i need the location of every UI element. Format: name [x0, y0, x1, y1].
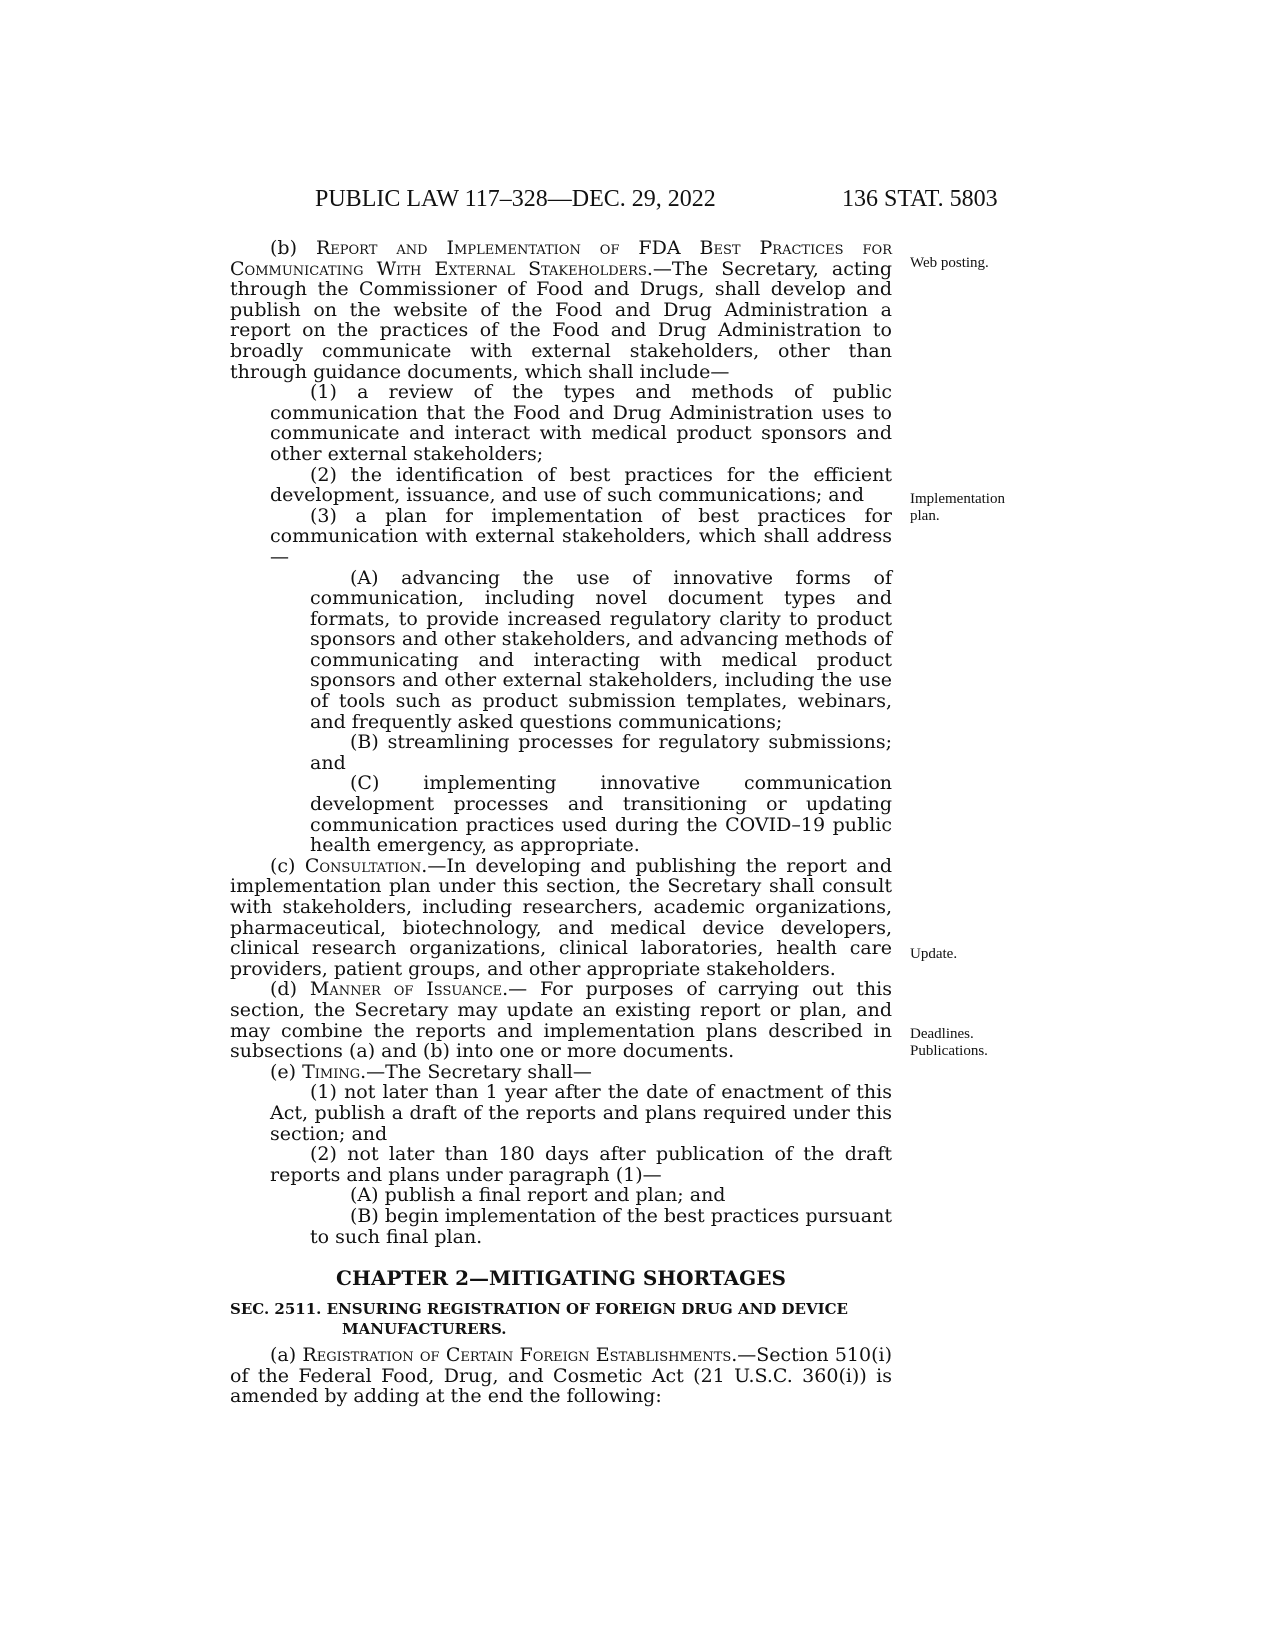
section-d-text: .— For purposes of carrying out this section, the Secretary may update an existing report or plan, and may combine the reports and implementation plans described in subsections (a) and (b) into one or more documents. — [230, 978, 892, 1063]
section-c-text: .—In developing and publishing the report and implementation plan under this section, the Secretary shall consult with stakeholders, including researchers, academic organizations, pharmaceutical, biotechnology, and medical device developers, clinical research organizations, clinical laboratories, health care providers, patient groups, and other appropriate stakeholders. — [230, 854, 893, 980]
section-c-marker: (c) — [270, 854, 296, 877]
margin-note-implementation-plan: Implementation plan. — [910, 491, 1005, 524]
section-e-text: .—The Secretary shall— — [360, 1060, 592, 1083]
section-c-paragraph — [230, 856, 892, 980]
section-d-heading: Manner of Issuance — [309, 978, 503, 1001]
section-b-item-b: (B) streamlining processes for regulatory submissions; and — [310, 731, 892, 774]
section-2511-title: SEC. 2511. ENSURING REGISTRATION OF FOREIGN DRUG AND DEVICE MANUFACTURERS. — [230, 1300, 848, 1339]
section-e-paragraph — [230, 1062, 892, 1083]
section-e-item-1: (1) not later than 1 year after the date of enactment of this Act, publish a draft of the reports and plans required under this section; and — [270, 1081, 892, 1145]
section-e-item-2: (2) not later than 180 days after publication of the draft reports and plans under paragraph (1)— — [270, 1143, 892, 1186]
margin-note-deadlines: Deadlines. — [910, 1026, 974, 1042]
section-b-heading: Report and Implementation of FDA Best Practices for Communicating With External Stakeholders — [230, 237, 892, 280]
section-e-heading: Timing — [302, 1060, 361, 1083]
section-b-item-a: (A) advancing the use of innovative forms of communication, including novel document types and formats, to provide increased regulatory clarity to product sponsors and other stakeholders, and advancing methods of communicating and interacting with medical product sponsors and other external stakeholders, including the use of tools such as product submission templates, webinars, and frequently asked questions communications; — [310, 566, 892, 733]
section-d-paragraph — [230, 979, 892, 1061]
section-b-item-c: (C) implementing innovative communication development processes and transitioning or updating communication practices used during the COVID–19 public health emergency, as appropriate. — [310, 772, 892, 857]
section-b-item-2: (2) the identification of best practices for the efficient development, issuance, and use of such communications; and — [270, 463, 892, 507]
page-header-title: PUBLIC LAW 117–328—DEC. 29, 2022 — [315, 186, 716, 212]
section-2511-a-heading: Registration of Certain Foreign Establishments — [302, 1344, 732, 1367]
section-e-item-b: (B) begin implementation of the best practices pursuant to such final plan. — [310, 1204, 892, 1248]
section-b-item-3: (3) a plan for implementation of best practices for communication with external stakeholders, which shall address— — [270, 504, 892, 568]
section-b-item-1: (1) a review of the types and methods of public communication that the Food and Drug Administration uses to communicate and interact with medical product sponsors and other external stakeholders; — [270, 381, 892, 465]
margin-note-update: Update. — [910, 946, 958, 962]
page-header-stat: 136 STAT. 5803 — [842, 186, 998, 212]
section-b-text: .—The Secretary, acting through the Commissioner of Food and Drugs, shall develop and publish on the website of the Food and Drug Administration a report on the practices of the Food and Drug Administration to broadly communicate with external stakeholders, other than through guidance documents, which shall include— — [230, 257, 892, 383]
chapter-heading: CHAPTER 2—MITIGATING SHORTAGES — [336, 1266, 786, 1291]
document-body — [230, 238, 892, 1407]
margin-note-publications: Publications. — [910, 1043, 988, 1059]
section-c-heading: Consultation — [304, 854, 422, 877]
section-b-marker: (b) — [270, 237, 297, 259]
section-2511-a-text: .—Section 510(i) of the Federal Food, Drug, and Cosmetic Act (21 U.S.C. 360(i)) is amended by adding at the end the following: — [230, 1344, 892, 1408]
section-d-marker: (d) — [270, 978, 297, 1001]
section-e-item-a: (A) publish a final report and plan; and — [350, 1184, 726, 1207]
section-2511-a-paragraph — [230, 1345, 892, 1407]
section-e-marker: (e) — [270, 1060, 297, 1083]
margin-note-web-posting: Web posting. — [910, 255, 989, 271]
section-b-paragraph — [230, 238, 892, 382]
section-2511-a-marker: (a) — [270, 1344, 297, 1367]
